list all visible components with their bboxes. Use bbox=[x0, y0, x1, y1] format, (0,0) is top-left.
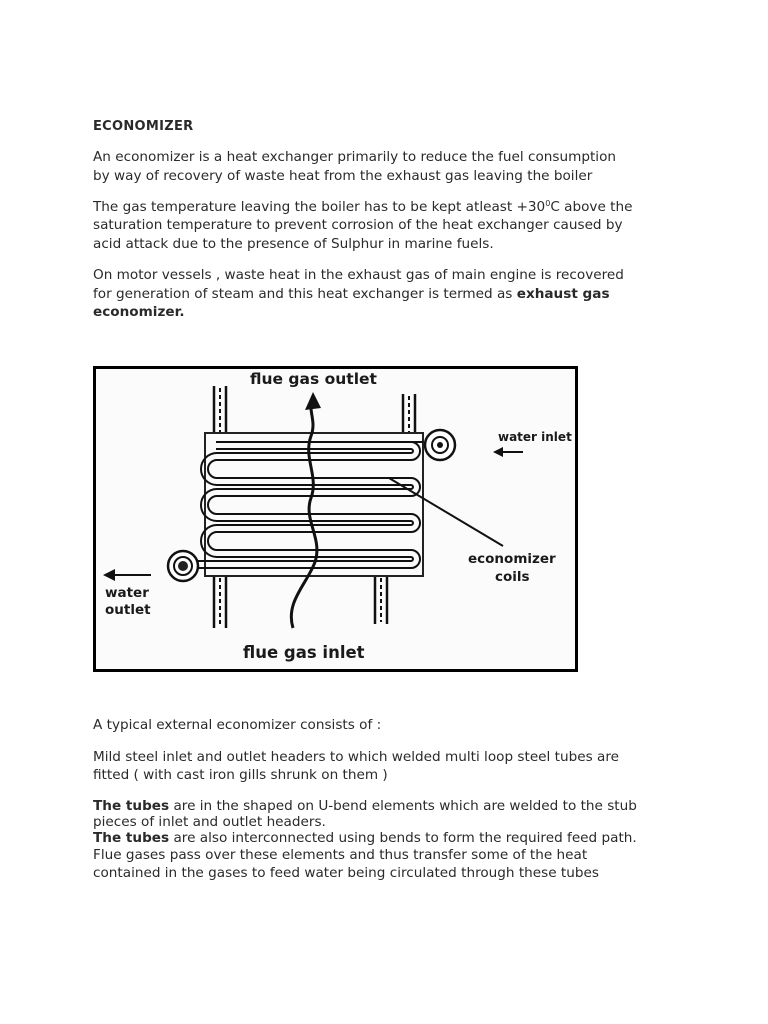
tubes-line-3 bbox=[93, 829, 637, 847]
water-inlet-label: water inlet bbox=[498, 430, 572, 444]
economizer-diagram bbox=[93, 366, 578, 672]
typical-economizer-intro: A typical external economizer consists of : bbox=[93, 717, 382, 733]
tubes-term-1: The tubes bbox=[93, 798, 170, 814]
tubes-line-3-text: are also interconnected using bends to form the required feed path. bbox=[169, 830, 637, 846]
headers-line-1: Mild steel inlet and outlet headers to which welded multi loop steel tubes are bbox=[93, 749, 619, 765]
tubes-line-2: pieces of inlet and outlet headers. bbox=[93, 814, 326, 830]
temperature-line-2: saturation temperature to prevent corrosion of the heat exchanger caused by bbox=[93, 217, 623, 233]
flue-gas-outlet-label: flue gas outlet bbox=[250, 370, 377, 388]
motor-vessel-line-2 bbox=[93, 285, 610, 303]
economizer-diagram-svg bbox=[93, 366, 578, 672]
tubes-term-2: The tubes bbox=[93, 830, 170, 846]
flue-gas-inlet-label: flue gas inlet bbox=[243, 643, 365, 662]
motor-vessel-line-1: On motor vessels , waste heat in the exhaust gas of main engine is recovered bbox=[93, 267, 624, 283]
temperature-line-1 bbox=[93, 198, 632, 216]
diagram-frame bbox=[95, 368, 577, 671]
temperature-line-1-end: C above the bbox=[550, 199, 633, 215]
tubes-line-5: contained in the gases to feed water being circulated through these tubes bbox=[93, 865, 599, 881]
economizer-coils-label-line-1: economizer bbox=[468, 551, 556, 567]
degree-superscript: 0 bbox=[545, 199, 551, 208]
economizer-coils-label-line-2: coils bbox=[495, 569, 530, 585]
water-outlet-label-line-1: water bbox=[105, 585, 149, 601]
temperature-line-1-text: The gas temperature leaving the boiler has to be kept atleast +30 bbox=[93, 199, 546, 215]
tubes-line-1-text: are in the shaped on U-bend elements which are welded to the stub bbox=[169, 798, 637, 814]
water-inlet-header bbox=[425, 430, 455, 460]
intro-line-1: An economizer is a heat exchanger primarily to reduce the fuel consumption bbox=[93, 149, 617, 165]
water-outlet-header bbox=[168, 551, 198, 581]
motor-vessel-line-2-text: for generation of steam and this heat exchanger is termed as bbox=[93, 286, 517, 302]
economizer-heading: ECONOMIZER bbox=[93, 119, 194, 134]
economizer-term: economizer. bbox=[93, 304, 185, 320]
tubes-line-4: Flue gases pass over these elements and thus transfer some of the heat bbox=[93, 847, 588, 863]
headers-line-2: fitted ( with cast iron gills shrunk on them ) bbox=[93, 767, 388, 783]
temperature-line-3: acid attack due to the presence of Sulphur in marine fuels. bbox=[93, 236, 494, 252]
exhaust-gas-term: exhaust gas bbox=[516, 286, 610, 302]
intro-line-2: by way of recovery of waste heat from the exhaust gas leaving the boiler bbox=[93, 168, 593, 184]
motor-vessel-line-3 bbox=[93, 303, 185, 321]
water-outlet-label-line-2: outlet bbox=[105, 602, 151, 618]
